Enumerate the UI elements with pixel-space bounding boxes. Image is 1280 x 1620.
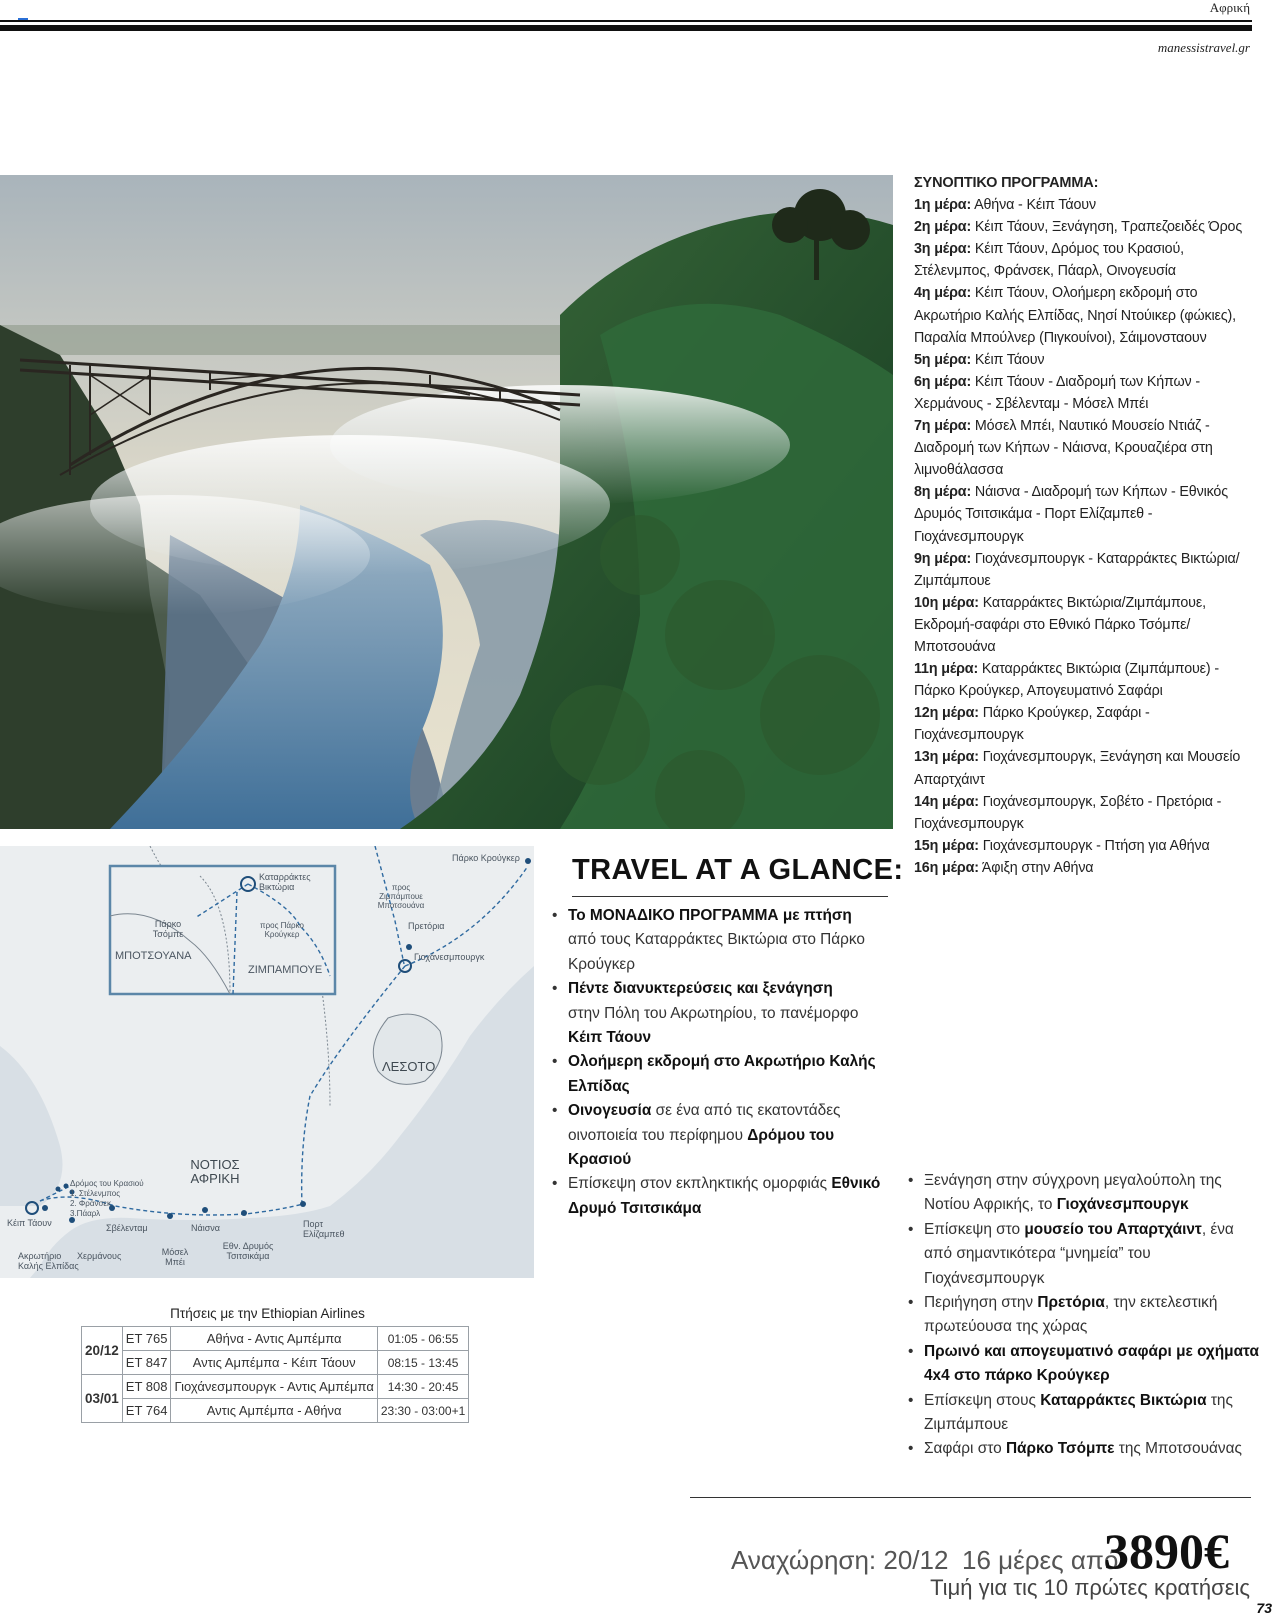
table-row xyxy=(82,1351,469,1375)
itinerary-day: 15η μέρα: Γιοχάνεσμπουργκ - Πτήση για Αθήνα xyxy=(914,837,1210,854)
flight-route: Αντις Αμπέμπα - Κέιπ Τάουν xyxy=(171,1351,377,1375)
flights-title: Πτήσεις με την Ethiopian Airlines xyxy=(170,1306,365,1321)
map-label-paarl: 3.Πάαρλ xyxy=(70,1209,101,1218)
header-rule-thick xyxy=(0,25,1252,31)
flight-route: Γιοχάνεσμπουργκ - Αντις Αμπέμπα xyxy=(171,1375,377,1399)
itinerary-title: ΣΥΝΟΠΤΙΚΟ ΠΡΟΓΡΑΜΜΑ: xyxy=(914,175,1099,191)
extras-list xyxy=(908,1169,1264,1462)
itinerary-day: 10η μέρα: Καταρράκτες Βικτώρια/Ζιμπάμπουε, Εκδρομή-σαφάρι στο Εθνικό Πάρκο Τσόμπε/ Μποτσουάνα xyxy=(914,594,1206,655)
flight-code: ET 764 xyxy=(122,1399,171,1423)
flight-code: ET 847 xyxy=(122,1351,171,1375)
itinerary-day: 7η μέρα: Μόσελ Μπέι, Ναυτικό Μουσείο Ντιάζ - Διαδρομή των Κήπων - Νάισνα, Κρουαζιέρα στη λιμνοθάλασσα xyxy=(914,418,1213,479)
list-item: • Πρωινό και απογευματινό σαφάρι με οχήματα 4x4 στο πάρκο Κρούγκερ xyxy=(908,1340,1264,1389)
page-number: 73 xyxy=(1256,1600,1272,1616)
itinerary-day: 13η μέρα: Γιοχάνεσμπουργκ, Ξενάγηση και Μουσείο Απαρτχάιντ xyxy=(914,749,1241,788)
flight-time: 23:30 - 03:00+1 xyxy=(377,1399,468,1423)
flight-route: Αντις Αμπέμπα - Αθήνα xyxy=(171,1399,377,1423)
glance-title: TRAVEL AT A GLANCE: xyxy=(572,854,904,886)
map-label-to-kruger: προς Πάρκο Κρούγκερ xyxy=(260,921,304,939)
map-label-lesotho: ΛΕΣΟΤΟ xyxy=(382,1059,436,1074)
map-label-south-africa: ΝΟΤΙΟΣ ΑΦΡΙΚΗ xyxy=(190,1157,240,1187)
glance-title-rule xyxy=(572,896,888,897)
flight-time: 08:15 - 13:45 xyxy=(377,1351,468,1375)
list-item: • Επίσκεψη στο μουσείο του Απαρτχάιντ, ένα από σημαντικότερα “μνημεία” του Γιοχάνεσμπουργκ xyxy=(908,1218,1264,1291)
table-row xyxy=(82,1375,469,1399)
itinerary-day: 3η μέρα: Κέιπ Τάουν, Δρόμος του Κρασιού, Στέλενμπος, Φράνσεκ, Πάαρλ, Οινογευσία xyxy=(914,241,1184,280)
map-label-to-zimbabwe: προς Ζιμπάμπουε Μποτσουάνα xyxy=(377,883,425,910)
list-item: • Επίσκεψη στους Καταρράκτες Βικτώρια της Ζιμπάμπουε xyxy=(908,1389,1264,1438)
list-item: • Περιήγηση στην Πρετόρια, την εκτελεστική πρωτεύουσα της χώρας xyxy=(908,1291,1264,1340)
header-rule-thin xyxy=(0,20,1252,22)
map-label-botswana: ΜΠΟΤΣΟΥΑΝΑ xyxy=(115,950,192,962)
map-label-zimbabwe: ΖΙΜΠΑΜΠΟΥΕ xyxy=(248,964,323,976)
map-label-mossel-bay: Μόσελ Μπέι xyxy=(161,1247,189,1267)
itinerary-day: 6η μέρα: Κέιπ Τάουν - Διαδρομή των Κήπων - Χερμάνους - Σβέλενταμ - Μόσελ Μπέι xyxy=(914,373,1200,412)
flight-code: ET 808 xyxy=(122,1375,171,1399)
flight-route: Αθήνα - Αντις Αμπέμπα xyxy=(171,1327,377,1351)
flight-time: 01:05 - 06:55 xyxy=(377,1327,468,1351)
price-note: Τιμή για τις 10 πρώτες κρατήσεις xyxy=(930,1575,1250,1600)
section-label: Αφρική xyxy=(1209,0,1250,15)
map-label-chobe: Πάρκο Τσόμπε xyxy=(152,919,184,939)
glance-list xyxy=(552,904,892,1221)
map-label-kruger: Πάρκο Κρούγκερ xyxy=(452,853,520,863)
itinerary-day: 16η μέρα: Άφιξη στην Αθήνα xyxy=(914,859,1094,876)
flight-date: 20/12 xyxy=(82,1327,123,1375)
list-item: • Το ΜΟΝΑΔΙΚΟ ΠΡΟΓΡΑΜΜΑ με πτήση από τους Καταρράκτες Βικτώρια στο Πάρκο Κρούγκερ xyxy=(552,904,892,977)
itinerary-day: 8η μέρα: Νάισνα - Διαδρομή των Κήπων - Εθνικός Δρυμός Τσιτσικάμα - Πορτ Ελίζαμπεθ - Γιοχάνεσμπουργκ xyxy=(914,484,1228,545)
flights-table xyxy=(81,1326,469,1423)
itinerary-day: 11η μέρα: Καταρράκτες Βικτώρια (Ζιμπάμπουε) - Πάρκο Κρούγκερ, Απογευματινό Σαφάρι xyxy=(914,661,1219,700)
list-item: • Ξενάγηση στην σύγχρονη μεγαλούπολη της Νοτίου Αφρικής, το Γιοχάνεσμπουργκ xyxy=(908,1169,1264,1218)
map-label-tsitsikamma: Εθν. Δρυμός Τσιτσικάμα xyxy=(222,1241,274,1261)
map-label-cape-town: Κέιπ Τάουν xyxy=(7,1218,52,1228)
map-label-wine-route: Δρόμος του Κρασιού xyxy=(70,1179,144,1188)
map-label-cape-point: Ακρωτήριο Καλής Ελπίδας xyxy=(18,1251,79,1271)
table-row xyxy=(82,1399,469,1423)
list-item: • Πέντε διανυκτερεύσεις και ξενάγηση στην Πόλη του Ακρωτηρίου, το πανέμορφο Κέιπ Τάουν xyxy=(552,977,892,1050)
flight-date: 03/01 xyxy=(82,1375,123,1423)
list-item: • Οινογευσία σε ένα από τις εκατοντάδες οινοποιεία του περίφημου Δρόμου του Κρασιού xyxy=(552,1099,892,1172)
flights-block xyxy=(81,1306,466,1423)
itinerary-day: 1η μέρα: Αθήνα - Κέιπ Τάουν xyxy=(914,197,1096,214)
hero-photo-victoria-falls xyxy=(0,175,893,829)
map-label-swellendam: Σβέλενταμ xyxy=(106,1223,148,1233)
itinerary-day: 14η μέρα: Γιοχάνεσμπουργκ, Σοβέτο - Πρετόρια - Γιοχάνεσμπουργκ xyxy=(914,793,1222,832)
itinerary-day: 9η μέρα: Γιοχάνεσμπουργκ - Καταρράκτες Βικτώρια/ Ζιμπάμπουε xyxy=(914,550,1240,589)
route-map xyxy=(0,846,534,1278)
itinerary-day: 5η μέρα: Κέιπ Τάουν xyxy=(914,351,1045,368)
map-label-hermanus: Χερμάνους xyxy=(77,1251,122,1261)
departure-date: Αναχώρηση: 20/12 xyxy=(731,1545,949,1575)
price-rule xyxy=(690,1497,1251,1498)
site-label: manessistravel.gr xyxy=(1157,40,1250,55)
flight-time: 14:30 - 20:45 xyxy=(377,1375,468,1399)
itinerary-day: 2η μέρα: Κέιπ Τάουν, Ξενάγηση, Τραπεζοειδές Όρος xyxy=(914,219,1243,236)
itinerary-day: 4η μέρα: Κέιπ Τάουν, Ολοήμερη εκδρομή στο Ακρωτήριο Καλής Ελπίδας, Νησί Ντούικερ (φώκιες), Παραλία Μπούλνερ (Πιγκουίνοι), Σάιμονσταουν xyxy=(914,285,1236,346)
map-label-stellenbosch: 1. Στέλενμπος xyxy=(70,1189,121,1198)
flight-code: ET 765 xyxy=(122,1327,171,1351)
map-label-victoria: Καταρράκτες Βικτώρια xyxy=(259,872,311,892)
map-label-port-elizabeth: Πορτ Ελίζαμπεθ xyxy=(303,1219,345,1239)
map-label-johannesburg: Γιοχάνεσμπουργκ xyxy=(414,952,485,962)
map-label-knysna: Νάισνα xyxy=(191,1223,220,1233)
list-item: • Επίσκεψη στον εκπληκτικής ομορφιάς Εθνικό Δρυμό Τσιτσικάμα xyxy=(552,1172,892,1221)
itinerary-summary xyxy=(914,172,1259,879)
list-item: • Ολοήμερη εκδρομή στο Ακρωτήριο Καλής Ελπίδας xyxy=(552,1050,892,1099)
price-amount: 3890€ xyxy=(1104,1523,1229,1579)
table-row xyxy=(82,1327,469,1351)
map-label-pretoria: Πρετόρια xyxy=(408,921,445,931)
itinerary-day: 12η μέρα: Πάρκο Κρούγκερ, Σαφάρι - Γιοχάνεσμπουργκ xyxy=(914,705,1150,744)
map-label-franschhoek: 2. Φράνσεκ xyxy=(70,1199,111,1208)
trip-duration: 16 μέρες από xyxy=(962,1545,1119,1575)
list-item: • Σαφάρι στο Πάρκο Τσόμπε της Μποτσουάνας xyxy=(908,1437,1264,1461)
